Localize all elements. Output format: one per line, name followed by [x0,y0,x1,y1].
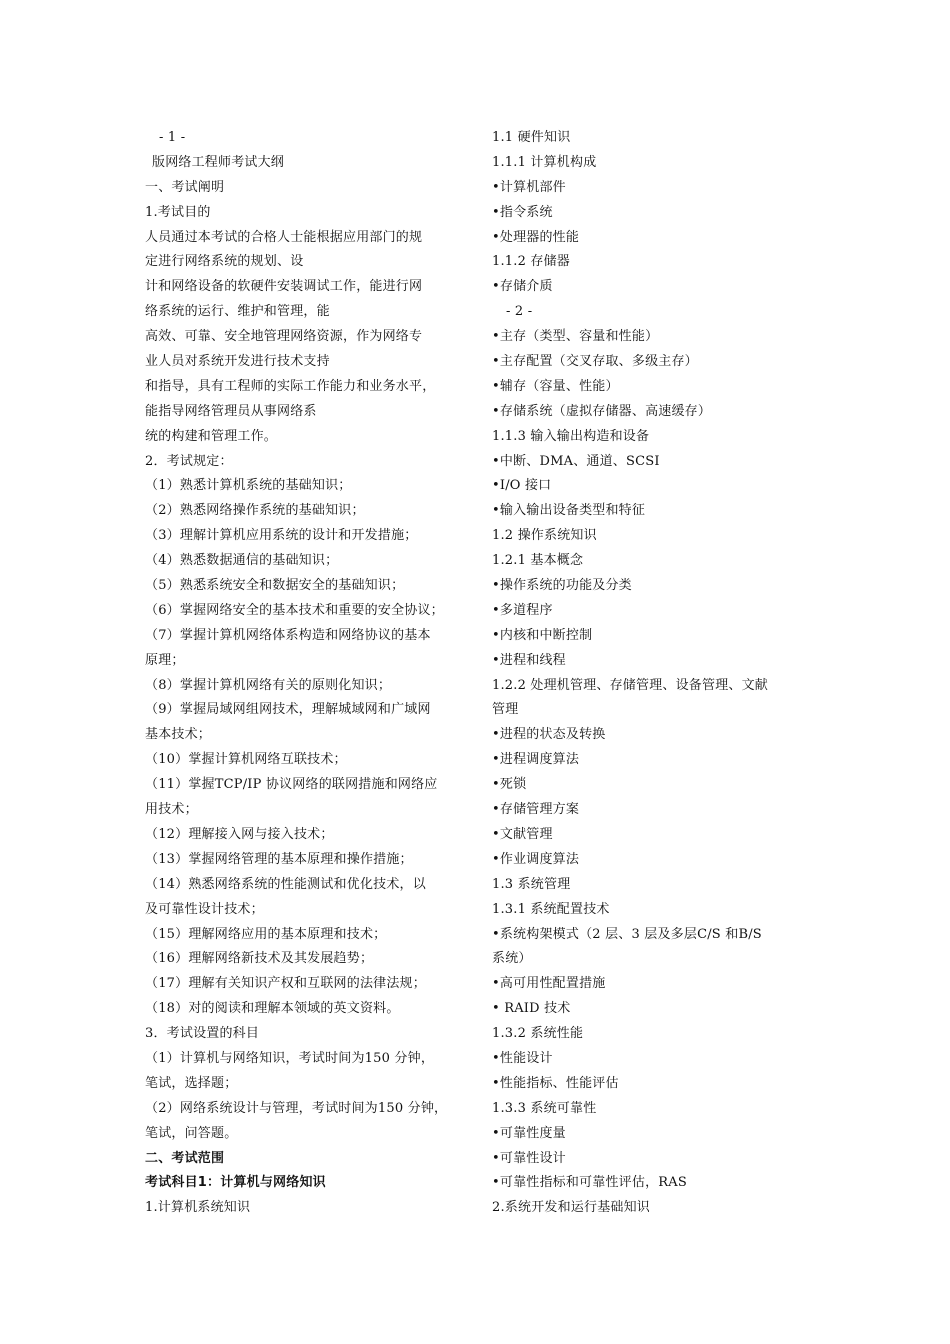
text-line: （4）熟悉数据通信的基础知识； [145,553,339,569]
text-line: 1.2.2 处理机管理、存储管理、设备管理、文献 [492,677,769,693]
text-line: 计和网络设备的软硬件安装调试工作，能进行网 [145,279,423,295]
text-line: 笔试，问答题。 [145,1125,238,1141]
text-line: （3）理解计算机应用系统的设计和开发措施； [145,528,418,544]
text-line: •性能指标、性能评估 [492,1075,619,1091]
text-line: 管理 [492,702,519,718]
text-line: （2）熟悉网络操作系统的基础知识； [145,503,365,519]
text-line: 原理； [145,652,185,668]
text-line: 1.考试目的 [145,204,211,220]
text-line: 2．考试规定： [145,453,233,469]
text-line: •输入输出设备类型和特征 [492,503,646,519]
text-line: •计算机部件 [492,179,566,195]
text-line: （17）理解有关知识产权和互联网的法律法规； [145,976,426,992]
text-line: 高效、可靠、安全地管理网络资源，作为网络专 [145,329,423,345]
text-line: 1.1.2 存储器 [492,254,571,270]
right-column [492,126,812,1221]
text-line: （1）计算机与网络知识，考试时间为150 分钟， [145,1050,435,1066]
text-line: •进程调度算法 [492,752,580,768]
text-line: 业人员对系统开发进行技术支持 [145,354,330,370]
text-line: •死锁 [492,777,527,793]
text-line: 3．考试设置的科目 [145,1026,260,1042]
text-line: •存储介质 [492,279,553,295]
text-line: •多道程序 [492,602,553,618]
page-number: - 2 - [506,304,533,320]
text-line: •指令系统 [492,204,553,220]
text-line: 2.系统开发和运行基础知识 [492,1200,651,1216]
text-line: 基本技术； [145,727,212,743]
text-line: （13）掌握网络管理的基本原理和操作措施； [145,851,413,867]
text-line: （15）理解网络应用的基本原理和技术； [145,926,387,942]
text-line: 能指导网络管理员从事网络系 [145,403,317,419]
left-column [145,126,470,1221]
text-line: 1.3.3 系统可靠性 [492,1100,597,1116]
text-line: •主存配置（交叉存取、多级主存） [492,354,698,370]
text-line: （5）熟悉系统安全和数据安全的基础知识； [145,578,405,594]
text-line: 1.1.1 计算机构成 [492,154,597,170]
text-line: 1.3 系统管理 [492,876,571,892]
text-line: •I/O 接口 [492,478,552,494]
text-line: •作业调度算法 [492,851,580,867]
text-line: •处理器的性能 [492,229,580,245]
text-line: 系统） [492,951,532,967]
text-line: •性能设计 [492,1050,553,1066]
text-line: 络系统的运行、维护和管理，能 [145,304,330,320]
text-line: 人员通过本考试的合格人士能根据应用部门的规 [145,229,423,245]
page-number: - 1 - [159,130,186,145]
text-line: 及可靠性设计技术； [145,901,264,917]
section-heading: 考试科目1：计算机与网络知识 [145,1175,326,1191]
text-line: （2）网络系统设计与管理，考试时间为150 分钟， [145,1100,448,1116]
document-title: 版网络工程师考试大纲 [152,154,285,170]
text-line: 1.1 硬件知识 [492,130,571,145]
text-line: •中断、DMA、通道、SCSI [492,453,660,469]
text-line: （10）掌握计算机网络互联技术； [145,752,347,768]
text-line: •存储系统（虚拟存储器、高速缓存） [492,403,712,419]
text-line: •主存（类型、容量和性能） [492,329,659,345]
text-line: 1.2.1 基本概念 [492,553,584,569]
text-line: 定进行网络系统的规划、设 [145,254,304,270]
text-line: （18）对的阅读和理解本领域的英文资料。 [145,1001,400,1017]
text-line: •进程的状态及转换 [492,727,606,743]
text-line: •系统构架模式（2 层、3 层及多层C/S 和B/S [492,926,762,942]
text-line: （6）掌握网络安全的基本技术和重要的安全协议； [145,602,444,618]
text-line: •内核和中断控制 [492,627,593,643]
text-line: •存储管理方案 [492,802,580,818]
text-line: • RAID 技术 [492,1001,571,1017]
text-line: （8）掌握计算机网络有关的原则化知识； [145,677,392,693]
text-line: （12）理解接入网与接入技术； [145,826,334,842]
section-heading: 二、考试范围 [145,1150,225,1166]
text-line: 一、考试阐明 [145,179,225,195]
text-line: 1.计算机系统知识 [145,1200,251,1216]
text-line: 1.3.1 系统配置技术 [492,901,610,917]
text-line: 1.3.2 系统性能 [492,1026,584,1042]
text-line: 1.2 操作系统知识 [492,528,597,544]
text-line: •可靠性设计 [492,1150,566,1166]
text-line: 统的构建和管理工作。 [145,428,278,444]
text-line: （1）熟悉计算机系统的基础知识； [145,478,352,494]
text-line: •文献管理 [492,826,553,842]
text-line: （9）掌握局域网组网技术，理解城域网和广域网 [145,702,431,718]
text-line: （14）熟悉网络系统的性能测试和优化技术，以 [145,876,426,892]
text-line: •可靠性指标和可靠性评估，RAS [492,1175,687,1191]
text-line: 和指导，具有工程师的实际工作能力和业务水平， [145,378,436,394]
text-line: （16）理解网络新技术及其发展趋势； [145,951,374,967]
text-line: （7）掌握计算机网络体系构造和网络协议的基本 [145,627,431,643]
text-line: •辅存（容量、性能） [492,378,619,394]
text-line: •操作系统的功能及分类 [492,578,632,594]
text-line: 笔试，选择题； [145,1075,238,1091]
text-line: 1.1.3 输入输出构造和设备 [492,428,650,444]
text-line: 用技术； [145,802,198,818]
text-line: （11）掌握TCP/IP 协议网络的联网措施和网络应 [145,777,438,793]
text-line: •可靠性度量 [492,1125,566,1141]
text-line: •进程和线程 [492,652,566,668]
text-line: •高可用性配置措施 [492,976,606,992]
